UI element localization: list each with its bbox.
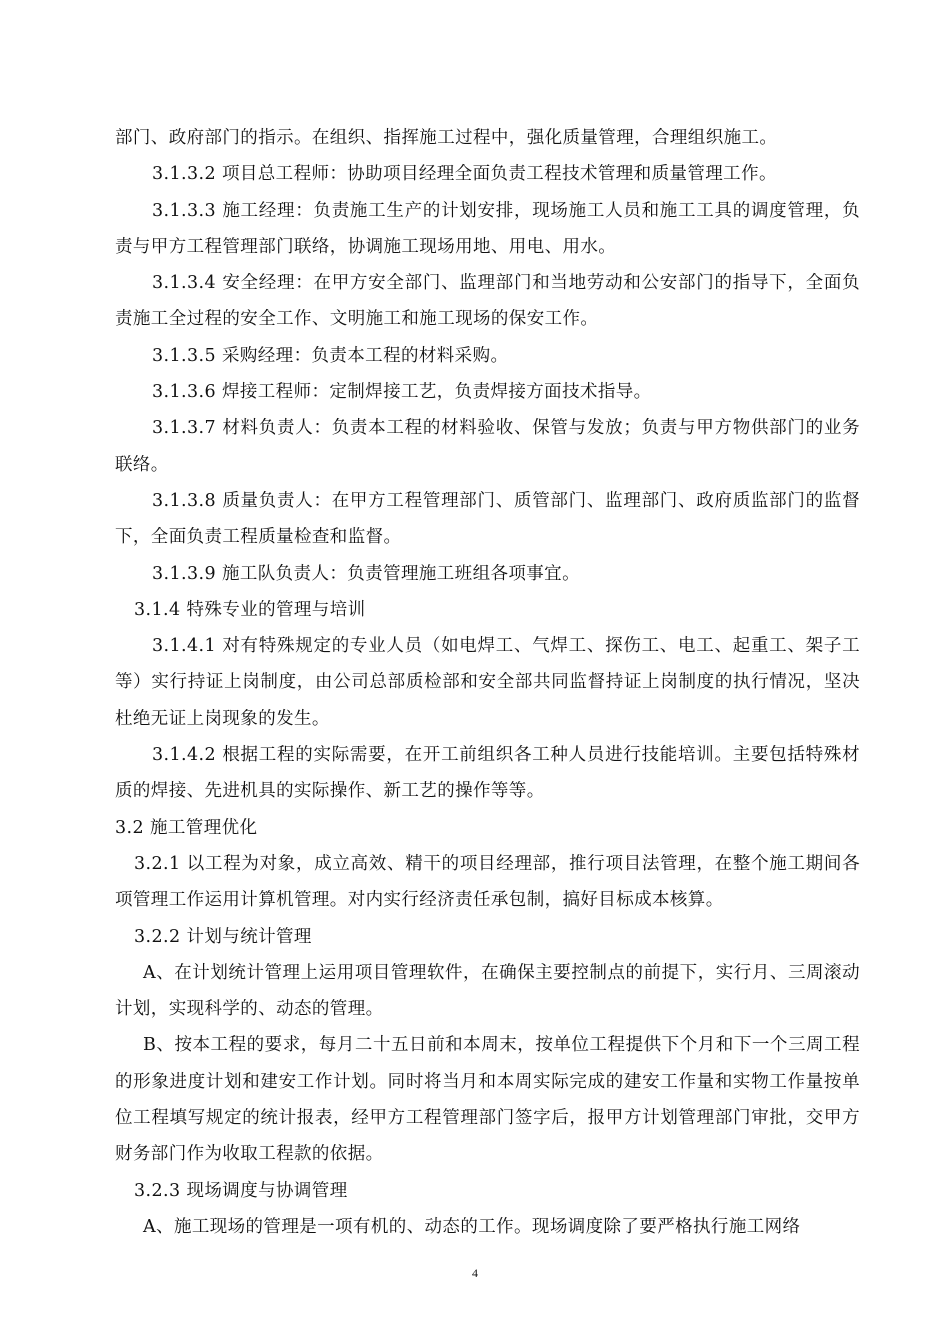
page-number: 4 (472, 1266, 478, 1280)
section-heading: 3.2.3 现场调度与协调管理 (134, 1180, 348, 1201)
paragraph: 3.1.3.4 安全经理：在甲方安全部门、监理部门和当地劳动和公安部门的指导下，全面负责施工全过程的安全工作、文明施工和施工现场的保安工作。 (115, 273, 860, 330)
paragraph: 3.1.3.8 质量负责人：在甲方工程管理部门、质管部门、监理部门、政府质监部门的监督下，全面负责工程质量检查和监督。 (115, 490, 860, 548)
section-heading: 3.2 施工管理优化 (115, 817, 258, 838)
paragraph: B、按本工程的要求，每月二十五日前和本周末，按单位工程提供下个月和下一个三周工程的形象进度计划和建安工作计划。同时将当月和本周实际完成的建安工作量和实物工作量按单位工程填写规定的统计报表，经甲方工程管理部门签字后，报甲方计划管理部门审批，交甲方财务部门作为收取工程款的依据。 (115, 1035, 860, 1165)
paragraph: A、施工现场的管理是一项有机的、动态的工作。现场调度除了要严格执行施工网络 (143, 1216, 801, 1237)
paragraph: A、在计划统计管理上运用项目管理软件，在确保主要控制点的前提下，实行月、三周滚动计划，实现科学的、动态的管理。 (115, 962, 860, 1020)
paragraph: 3.1.4.2 根据工程的实际需要，在开工前组织各工种人员进行技能培训。主要包括特殊材质的焊接、先进机具的实际操作、新工艺的操作等等。 (115, 745, 860, 802)
paragraph: 3.1.3.9 施工队负责人：负责管理施工班组各项事宜。 (152, 563, 580, 584)
body-text (115, 120, 860, 1245)
section-heading: 3.2.2 计划与统计管理 (134, 926, 312, 947)
paragraph: 3.1.3.3 施工经理：负责施工生产的计划安排，现场施工人员和施工工具的调度管理，负责与甲方工程管理部门联络，协调施工现场用地、用电、用水。 (115, 200, 860, 257)
paragraph: 3.1.4.1 对有特殊规定的专业人员（如电焊工、气焊工、探伤工、电工、起重工、架子工等）实行持证上岗制度，由公司总部质检部和安全部共同监督持证上岗制度的执行情况，坚决杜绝无证上岗现象的发生。 (115, 636, 860, 729)
paragraph: 3.2.1 以工程为对象，成立高效、精干的项目经理部，推行项目法管理，在整个施工期间各项管理工作运用计算机管理。对内实行经济责任承包制，搞好目标成本核算。 (115, 853, 860, 911)
paragraph: 3.1.3.2 项目总工程师：协助项目经理全面负责工程技术管理和质量管理工作。 (152, 164, 777, 185)
paragraph: 3.1.3.5 采购经理：负责本工程的材料采购。 (152, 345, 509, 366)
paragraph: 3.1.3.7 材料负责人：负责本工程的材料验收、保管与发放；负责与甲方物供部门的业务联络。 (115, 418, 860, 475)
paragraph: 部门、政府部门的指示。在组织、指挥施工过程中，强化质量管理，合理组织施工。 (115, 128, 778, 148)
section-heading: 3.1.4 特殊专业的管理与培训 (134, 599, 366, 620)
paragraph: 3.1.3.6 焊接工程师：定制焊接工艺，负责焊接方面技术指导。 (152, 382, 652, 403)
